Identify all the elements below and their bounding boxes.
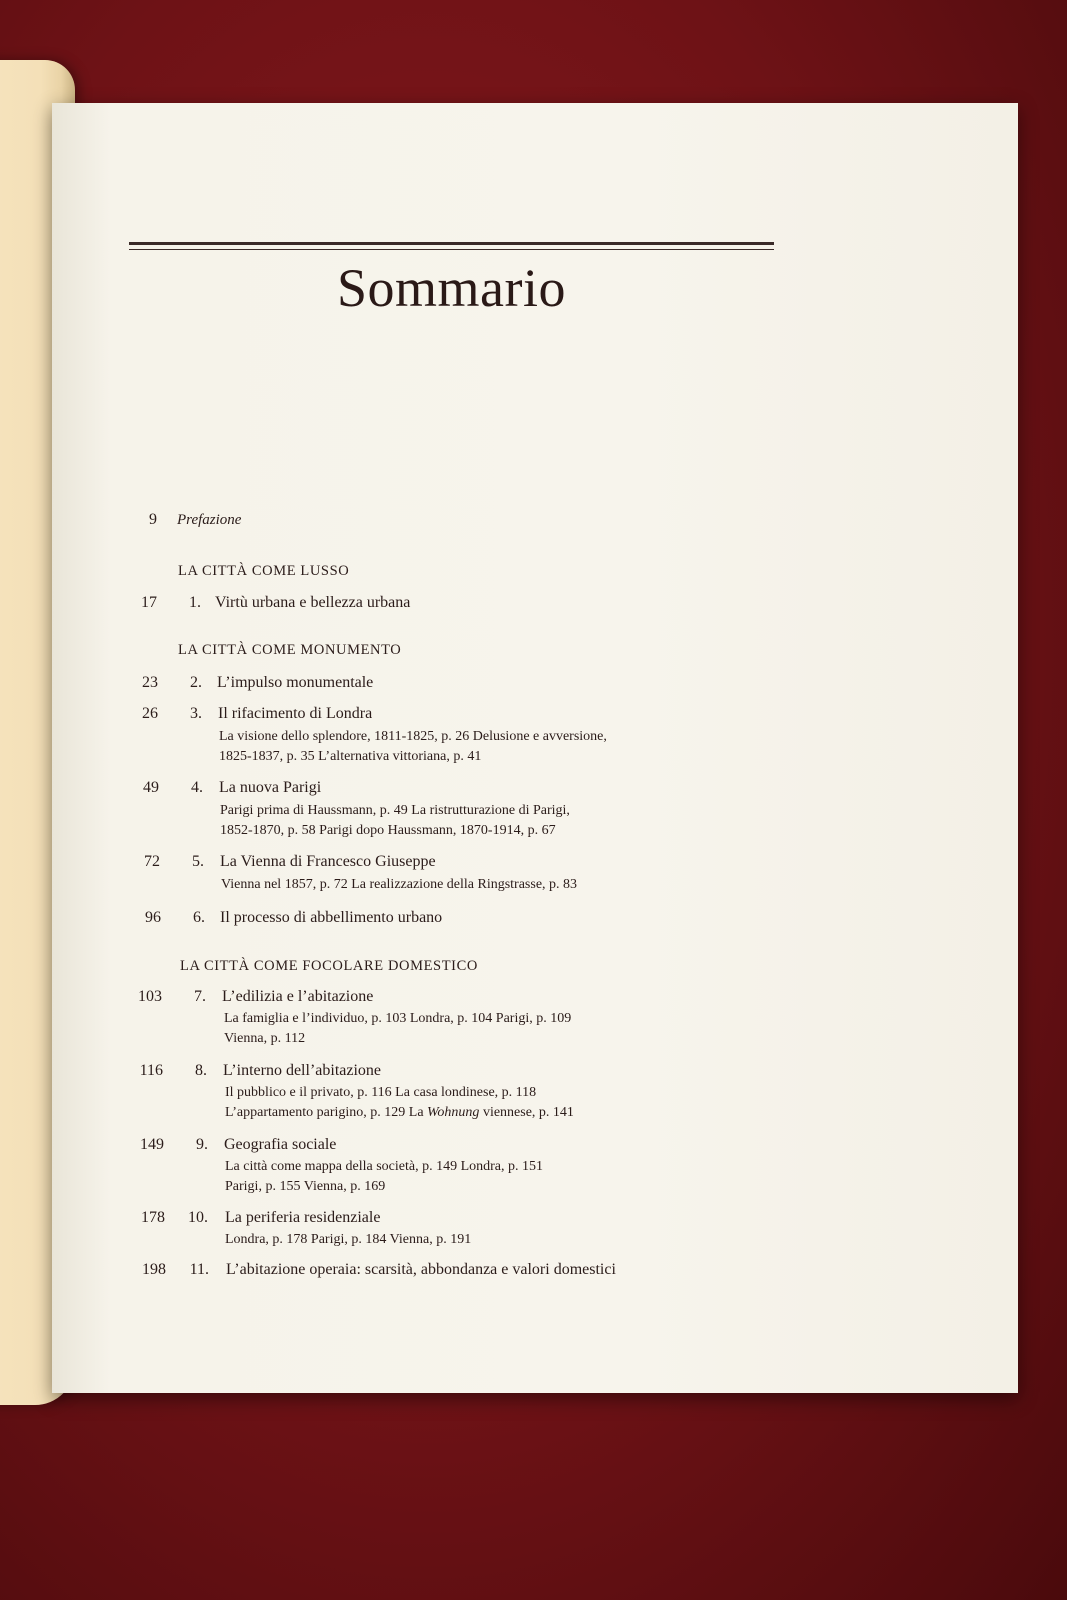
entry-title: La periferia residenziale [225,1209,381,1226]
entry-page-number: 198 [142,1261,166,1278]
entry-subsections: Parigi prima di Haussmann, p. 49 La ristrutturazione di Parigi, [220,803,570,818]
entry-page-number: 23 [142,674,158,691]
entry-page-number: 26 [142,705,158,722]
entry-page-number: 178 [141,1209,165,1226]
entry-subsections: La città come mappa della società, p. 149 Londra, p. 151 [225,1159,544,1174]
entry-page-number: 49 [143,779,159,796]
entry-title: Il processo di abbellimento urbano [220,909,443,926]
entry-number: 5. [192,853,204,870]
entry-page-number: 103 [138,988,162,1005]
entry-title: Geografia sociale [224,1136,337,1153]
entry-subsections: Londra, p. 178 Parigi, p. 184 Vienna, p. 191 [225,1232,472,1247]
page-title: Sommario [337,258,566,318]
entry-number: 10. [188,1209,208,1226]
entry-subsections: Il pubblico e il privato, p. 116 La casa londinese, p. 118 [225,1085,537,1100]
entry-number: 4. [191,779,203,796]
entry-title: La Vienna di Francesco Giuseppe [220,853,436,870]
entry-subsections: Parigi, p. 155 Vienna, p. 169 [225,1179,386,1194]
entry-number: 7. [194,988,206,1005]
entry-number: 6. [193,909,205,926]
entry-title: L’abitazione operaia: scarsità, abbondanza e valori domestici [226,1261,616,1278]
preface-page-number: 9 [149,511,157,528]
entry-number: 8. [195,1062,207,1079]
entry-number: 9. [196,1136,208,1153]
preface-title: Prefazione [177,512,242,528]
entry-page-number: 149 [140,1136,164,1153]
entry-title: Virtù urbana e bellezza urbana [215,594,411,611]
section-heading: LA CITTÀ COME LUSSO [178,563,350,579]
table-of-contents [52,103,1018,1393]
entry-number: 1. [189,594,201,611]
entry-number: 11. [189,1261,209,1278]
entry-subsections: 1852-1870, p. 58 Parigi dopo Haussmann, 1870-1914, p. 67 [220,823,556,838]
entry-subsections: Vienna, p. 112 [224,1031,306,1046]
subsection-italic-word: Wohnung [427,1105,480,1120]
entry-subsections: 1825-1837, p. 35 L’alternativa vittoriana, p. 41 [219,749,482,764]
entry-number: 3. [190,705,202,722]
entry-title: L’edilizia e l’abitazione [222,988,374,1005]
entry-title: L’impulso monumentale [217,674,374,691]
entry-page-number: 72 [144,853,160,870]
section-heading: LA CITTÀ COME FOCOLARE DOMESTICO [180,958,478,974]
section-heading: LA CITTÀ COME MONUMENTO [178,642,402,658]
entry-title: L’interno dell’abitazione [223,1062,382,1079]
entry-page-number: 17 [141,594,157,611]
entry-subsections: La famiglia e l’individuo, p. 103 Londra, p. 104 Parigi, p. 109 [224,1011,572,1026]
entry-title: Il rifacimento di Londra [218,705,373,722]
subsection-text: L’appartamento parigino, p. 129 La [225,1105,428,1120]
entry-subsections: Vienna nel 1857, p. 72 La realizzazione della Ringstrasse, p. 83 [221,877,578,892]
entry-page-number: 116 [139,1062,163,1079]
entry-page-number: 96 [145,909,161,926]
entry-number: 2. [190,674,202,691]
entry-subsections [225,1102,574,1123]
entry-title: La nuova Parigi [219,779,322,796]
book-page [52,103,1018,1393]
subsection-text: viennese, p. 141 [479,1105,574,1120]
entry-subsections: La visione dello splendore, 1811-1825, p. 26 Delusione e avversione, [219,729,607,744]
